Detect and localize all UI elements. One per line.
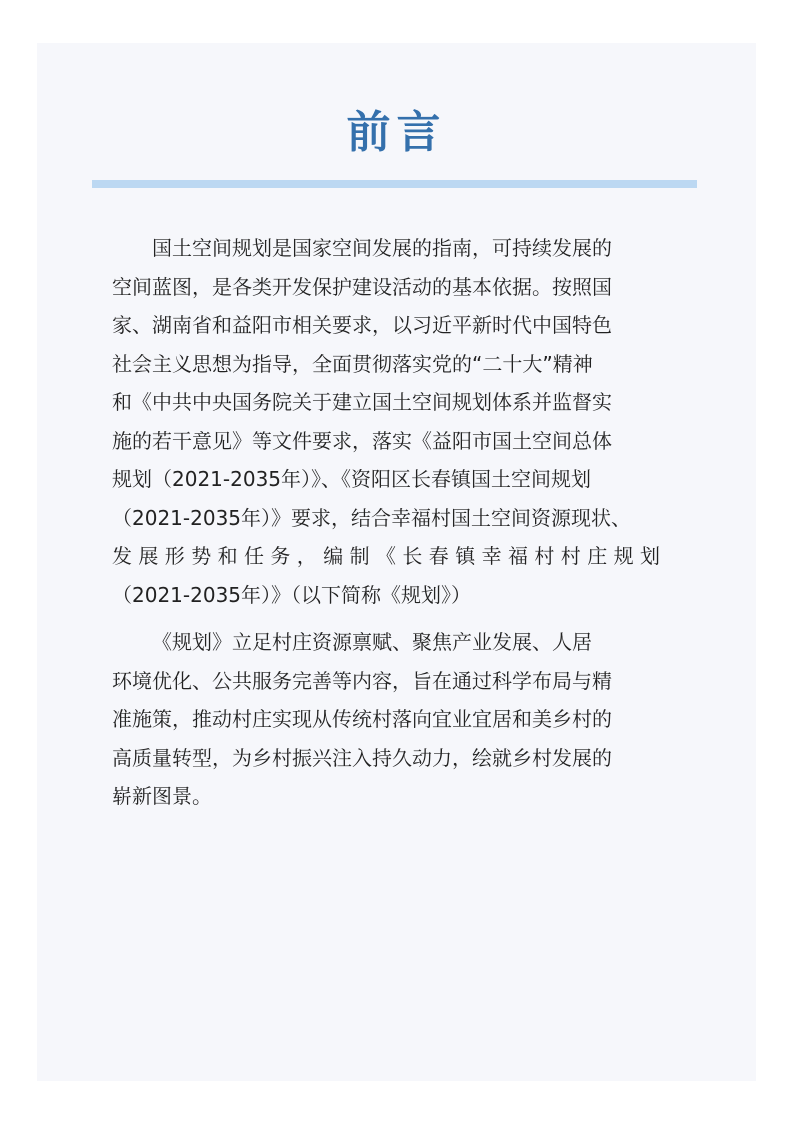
paragraph-line: 规划（2021-2035年）》、《资阳区长春镇国土空间规划 [112, 467, 592, 491]
paragraph-line: （2021-2035年）》（以下简称《规划》） [112, 582, 472, 607]
paragraph-line: 崭新图景。 [112, 784, 212, 808]
paragraph-line: 空间蓝图，是各类开发保护建设活动的基本依据。按照国 [112, 274, 612, 299]
paragraph-line: 施的若干意见》等文件要求，落实《益阳市国土空间总体 [112, 428, 612, 453]
title-underline [92, 180, 697, 188]
paragraph-line: 《规划》立足村庄资源禀赋、聚焦产业发展、人居 [152, 630, 592, 654]
paragraph-line: 家、湖南省和益阳市相关要求，以习近平新时代中国特色 [112, 313, 612, 337]
paragraph-line: 发展形势和任务，编制《长春镇幸福村村庄规划 [112, 544, 660, 568]
paragraph-line: 国土空间规划是国家空间发展的指南，可持续发展的 [152, 236, 612, 260]
paragraph-line: 准施策，推动村庄实现从传统村落向宜业宜居和美乡村的 [112, 707, 612, 731]
paragraph-line: （2021-2035年）》要求，结合幸福村国土空间资源现状、 [112, 505, 632, 530]
page-title: 前言 [346, 107, 447, 158]
paragraph-spacer [112, 614, 660, 623]
paragraph-line: 社会主义思想为指导，全面贯彻落实党的“二十大”精神 [112, 351, 593, 376]
paragraph-line: 高质量转型，为乡村振兴注入持久动力，绘就乡村发展的 [112, 745, 612, 770]
paragraph-1 [112, 229, 660, 614]
paragraph-line: 环境优化、公共服务完善等内容，旨在通过科学布局与精 [112, 668, 612, 693]
preface-body [112, 229, 660, 816]
paragraph-line: 和《中共中央国务院关于建立国土空间规划体系并监督实 [112, 390, 612, 414]
paragraph-2 [112, 623, 660, 816]
